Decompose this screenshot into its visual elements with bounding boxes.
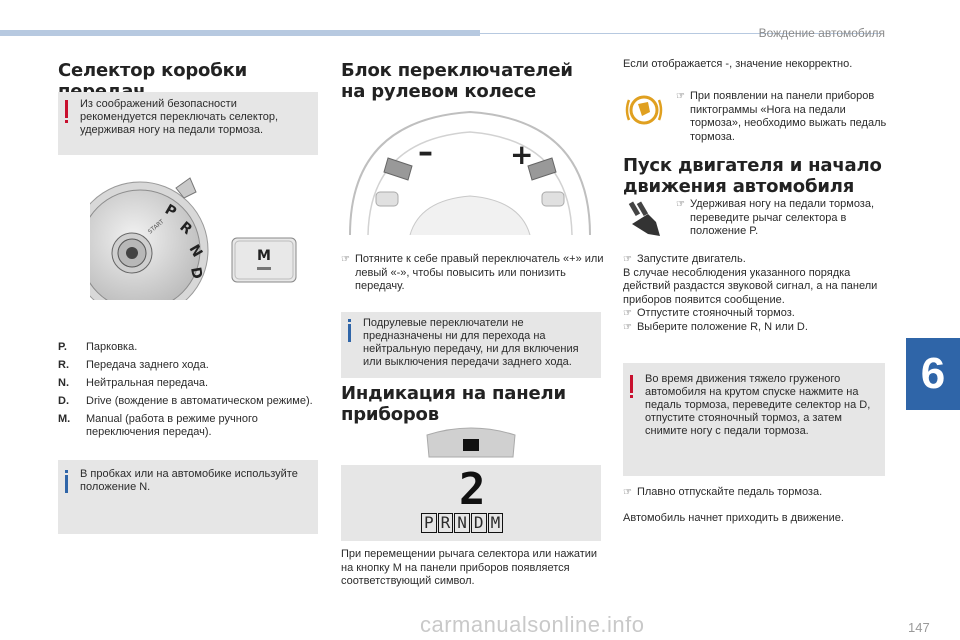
warning-icon bbox=[630, 375, 633, 393]
warning-icon bbox=[65, 100, 68, 118]
warning-text: Из соображений безопасности рекомендуется переключать селектор, удерживая ногу на педали тормоза. bbox=[80, 98, 279, 136]
info-icon bbox=[65, 475, 68, 493]
letter-d: D bbox=[187, 265, 205, 281]
info-icon bbox=[348, 324, 351, 342]
step-start-engine: ☞ Запустите двигатель. bbox=[623, 253, 746, 265]
gear-selector-illustration bbox=[90, 170, 320, 300]
release-note: ☞ Плавно отпускайте педаль тормоза. bbox=[623, 486, 823, 498]
info-box-paddles bbox=[341, 312, 601, 378]
warning-box bbox=[58, 92, 318, 155]
minus-sign: – bbox=[418, 135, 433, 170]
brake-foot-warning-icon bbox=[624, 92, 664, 128]
steering-wheel-illustration bbox=[340, 100, 600, 235]
warning-text: Во время движения тяжело груженого автомобиля на крутом спуске нажмите на педаль тормоза, переведите селектор на D, отпустите стояночный тормоз, а затем снимите ногу с педали тормоза. bbox=[645, 373, 871, 437]
section-title-indication: Индикация на панели приборов bbox=[341, 383, 566, 425]
section-title-start: Пуск двигателя и начало движения автомобиля bbox=[623, 155, 882, 197]
display-caption: При перемещении рычага селектора или нажатии на кнопку M на панели приборов появляется соответствующий символ. bbox=[341, 548, 598, 587]
lever-note: ☞ Удерживая ногу на педали тормоза, переведите рычаг селектора в положение P. bbox=[676, 198, 875, 237]
m-button-label: M bbox=[257, 248, 271, 264]
letter-p: P bbox=[162, 201, 179, 221]
step-select-position: ☞ Выберите положение R, N или D. bbox=[623, 320, 808, 333]
bullet-icon: ☞ bbox=[341, 254, 350, 265]
info-text: В пробках или на автомобике используйте положение N. bbox=[80, 468, 298, 493]
start-label: START bbox=[146, 218, 166, 236]
final-note: Автомобиль начнет приходить в движение. bbox=[623, 512, 844, 524]
letter-r: R bbox=[176, 218, 195, 238]
brake-icon-note: ☞ При появлении на панели приборов пиктограммы «Нога на педали тормоза», необходимо выжать педаль тормоза. bbox=[676, 90, 887, 143]
left-paddle bbox=[384, 158, 412, 180]
plus-sign: + bbox=[510, 138, 534, 171]
dashboard-gear-icon bbox=[425, 425, 517, 459]
bullet-icon: ☞ bbox=[623, 254, 632, 265]
bullet-icon: ☞ bbox=[676, 199, 685, 210]
section-title-paddles: Блок переключателей на рулевом колесе bbox=[341, 60, 573, 102]
gear-display-panel bbox=[341, 465, 601, 541]
header-bar bbox=[0, 30, 480, 36]
letter-n: N bbox=[185, 242, 206, 261]
gear-digit: 2 bbox=[459, 464, 486, 515]
gear-letters-row bbox=[421, 513, 503, 533]
step-release-parking: ☞ Отпустите стояночный тормоз. bbox=[623, 307, 795, 319]
foot-on-brake-icon bbox=[626, 200, 666, 240]
display-letter-d: D bbox=[471, 513, 487, 533]
dash-note: Если отображается -, значение некорректно. bbox=[623, 58, 853, 70]
bullet-icon: ☞ bbox=[623, 308, 632, 319]
section-title-gear-selector: Селектор коробки bbox=[58, 60, 248, 81]
chapter-title: Вождение автомобиля bbox=[758, 26, 885, 40]
display-letter-n: N bbox=[454, 513, 470, 533]
step-warning-note: В случае несоблюдения указанного порядка действий раздастся звуковой сигнал, а на панели приборов появится сообщение. bbox=[623, 266, 878, 306]
display-letter-r: R bbox=[438, 513, 454, 533]
paddle-instruction: ☞ Потяните к себе правый переключатель «+» или левый «-», чтобы повысить или понизить передачу. bbox=[341, 253, 604, 292]
start-steps bbox=[623, 253, 885, 334]
chapter-tab: 6 bbox=[906, 338, 960, 410]
bullet-icon: ☞ bbox=[676, 91, 685, 102]
info-text: Подрулевые переключатели не предназначены ни для перехода на нейтральную передачу, ни для включения или выключения передачи заднего хода. bbox=[363, 317, 579, 368]
footer-watermark: carmanualsonline.info bbox=[420, 612, 645, 637]
display-letter-m: M bbox=[488, 513, 504, 533]
bullet-icon: ☞ bbox=[623, 321, 632, 333]
info-box-traffic bbox=[58, 460, 318, 534]
page-number: 147 bbox=[908, 620, 930, 635]
warning-box-slope bbox=[623, 363, 885, 476]
bullet-icon: ☞ bbox=[623, 487, 632, 498]
display-letter-p: P bbox=[421, 513, 437, 533]
